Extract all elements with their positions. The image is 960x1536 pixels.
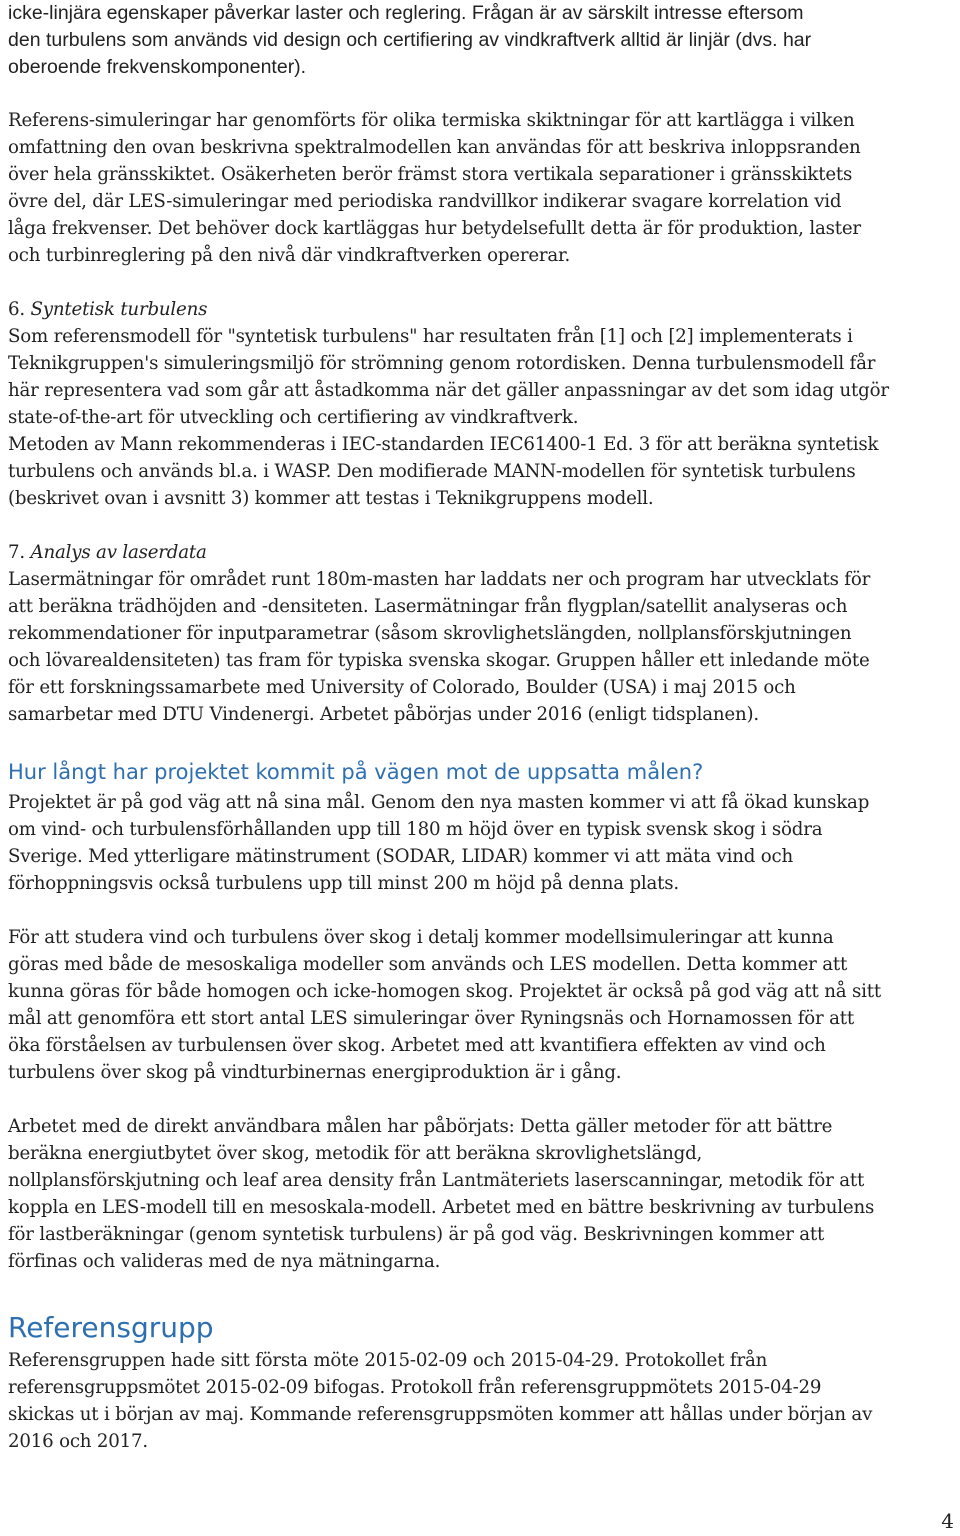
text-line: nollplansförskjutning och leaf area density från Lantmäteriets laserscanningar, metodik för att	[8, 1170, 865, 1191]
text-line: göras med både de mesoskaliga modeller som används och LES modellen. Detta kommer att	[8, 954, 848, 975]
text-line: 2016 och 2017.	[8, 1431, 148, 1452]
progress-paragraph-2	[8, 924, 954, 1086]
text-line: rekommendationer för inputparametrar (såsom skrovlighetslängden, nollplansförskjutningen	[8, 623, 852, 644]
text-line: mål att genomföra ett stort antal LES simuleringar över Ryningsnäs och Hornamossen för att	[8, 1008, 854, 1029]
text-line: för lastberäkningar (genom syntetisk turbulens) är på god väg. Beskrivningen kommer att	[8, 1224, 825, 1245]
text-line: låga frekvenser. Det behöver dock kartläggas hur betydelsefullt detta är för produktion, laster	[8, 218, 861, 239]
text-line: övre del, där LES-simuleringar med periodiska randvillkor indikerar svagare korrelation vid	[8, 191, 842, 212]
text-line: öka förståelsen av turbulensen över skog. Arbetet med att kvantifiera effekten av vind och	[8, 1035, 826, 1056]
text-line: förhoppningsvis också turbulens upp till minst 200 m höjd på denna plats.	[8, 873, 679, 894]
text-line: och lövarealdensiteten) tas fram för typiska svenska skogar. Gruppen håller ett inledande möte	[8, 650, 870, 671]
section-7-number: 7.	[8, 542, 25, 563]
text-line: Referensgruppen hade sitt första möte 2015-02-09 och 2015-04-29. Protokollet från	[8, 1350, 768, 1371]
text-line: om vind- och turbulensförhållanden upp till 180 m höjd över en typisk svensk skog i södra	[8, 819, 823, 840]
text-line: den turbulens som används vid design och certifiering av vindkraftverk alltid är linjär (dvs. har	[8, 29, 812, 51]
text-line: och turbinreglering på den nivå där vindkraftverken opererar.	[8, 245, 571, 266]
text-line: koppla en LES-modell till en mesoskala-modell. Arbetet med en bättre beskrivning av turbulens	[8, 1197, 875, 1218]
section-6-number: 6.	[8, 299, 25, 320]
section-6-heading	[8, 296, 954, 323]
text-line: beräkna energiutbytet över skog, metodik för att beräkna skrovlighetslängd,	[8, 1143, 703, 1164]
text-line: kunna göras för både homogen och icke-homogen skog. Projektet är också på god väg att nå sitt	[8, 981, 881, 1002]
section-7-title: Analys av laserdata	[30, 542, 207, 563]
text-line: Metoden av Mann rekommenderas i IEC-standarden IEC61400-1 Ed. 3 för att beräkna syntetisk	[8, 434, 879, 455]
text-line: Lasermätningar för området runt 180m-masten har laddats ner och program har utvecklats för	[8, 569, 871, 590]
text-line: Referens-simuleringar har genomförts för olika termiska skiktningar för att kartlägga i vilken	[8, 110, 855, 131]
progress-paragraph-1	[8, 789, 954, 897]
text-line: turbulens över skog på vindturbinernas energiproduktion är i gång.	[8, 1062, 622, 1083]
text-line: Teknikgruppen's simuleringsmiljö för strömning genom rotordisken. Denna turbulensmodell får	[8, 353, 876, 374]
text-line: Projektet är på god väg att nå sina mål. Genom den nya masten kommer vi att få ökad kunskap	[8, 792, 870, 813]
section-7-heading	[8, 539, 954, 566]
reference-group-paragraph	[8, 1347, 954, 1455]
text-line: (beskrivet ovan i avsnitt 3) kommer att testas i Teknikgruppens modell.	[8, 488, 654, 509]
text-line: över hela gränsskiktet. Osäkerheten berör främst stora vertikala separationer i gränsskiktets	[8, 164, 853, 185]
section-6	[8, 296, 954, 512]
reference-group-heading: Referensgrupp	[8, 1311, 214, 1344]
section-6-title: Syntetisk turbulens	[30, 299, 208, 320]
text-line: referensgruppsmötet 2015-02-09 bifogas. Protokoll från referensgruppmötets 2015-04-29	[8, 1377, 822, 1398]
text-line: Sverige. Med ytterligare mätinstrument (SODAR, LIDAR) kommer vi att mäta vind och	[8, 846, 793, 867]
progress-paragraph-3	[8, 1113, 954, 1275]
text-line: För att studera vind och turbulens över skog i detalj kommer modellsimuleringar att kunna	[8, 927, 834, 948]
text-line: icke-linjära egenskaper påverkar laster och reglering. Frågan är av särskilt intresse eftersom	[8, 2, 804, 24]
progress-heading: Hur långt har projektet kommit på vägen mot de uppsatta målen?	[8, 760, 704, 784]
text-line: förfinas och valideras med de nya mätningarna.	[8, 1251, 441, 1272]
reference-simulation-paragraph	[8, 107, 954, 269]
text-line: oberoende frekvenskomponenter).	[8, 56, 307, 78]
text-line: turbulens och används bl.a. i WASP. Den modifierade MANN-modellen för syntetisk turbulens	[8, 461, 856, 482]
text-line: för ett forskningssamarbete med University of Colorado, Boulder (USA) i maj 2015 och	[8, 677, 796, 698]
text-line: Som referensmodell för "syntetisk turbulens" har resultaten från [1] och [2] implementerats i	[8, 326, 853, 347]
text-line: Arbetet med de direkt användbara målen har påbörjats: Detta gäller metoder för att bättre	[8, 1116, 833, 1137]
text-line: samarbetar med DTU Vindenergi. Arbetet påbörjas under 2016 (enligt tidsplanen).	[8, 704, 759, 725]
text-line: att beräkna trädhöjden and -densiteten. Lasermätningar från flygplan/satellit analyseras och	[8, 596, 848, 617]
section-7	[8, 539, 954, 728]
text-line: state-of-the-art för utveckling och certifiering av vindkraftverk.	[8, 407, 579, 428]
text-line: omfattning den ovan beskrivna spektralmodellen kan användas för att beskriva inloppsranden	[8, 137, 861, 158]
intro-paragraph	[8, 0, 954, 81]
page-number: 4	[941, 1509, 954, 1533]
text-line: skickas ut i början av maj. Kommande referensgruppsmöten kommer att hållas under början av	[8, 1404, 873, 1425]
text-line: här representera vad som går att åstadkomma när det gäller anpassningar av det som idag utgör	[8, 380, 889, 401]
